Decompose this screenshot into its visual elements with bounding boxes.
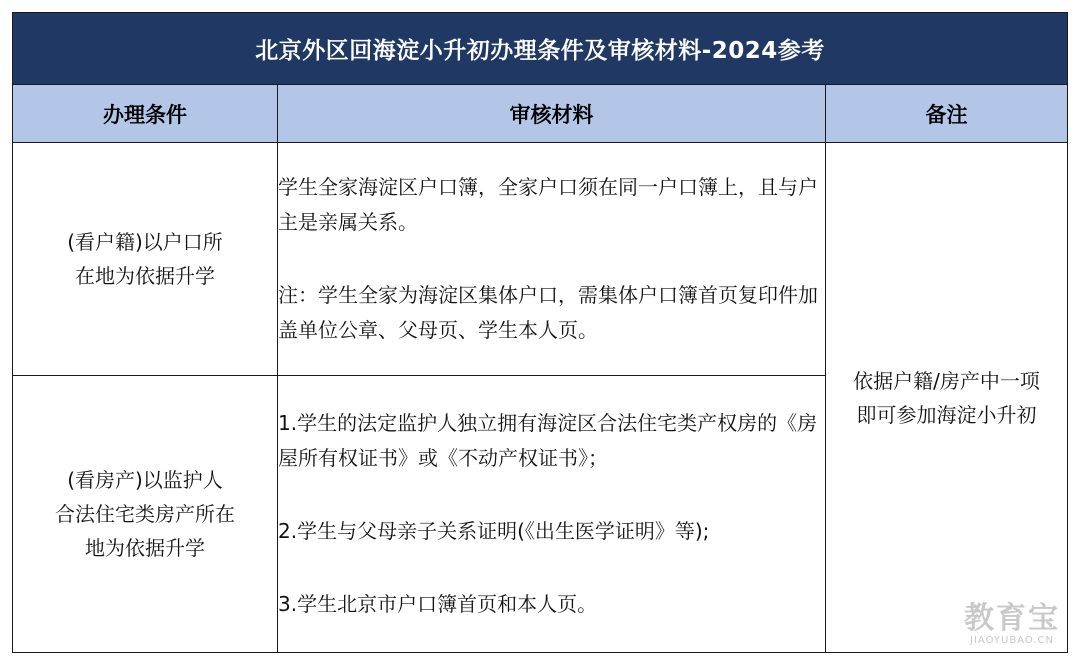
watermark-sub-text: JIAOYUBAO.CN — [970, 635, 1054, 646]
materials-text: 注：学生全家为海淀区集体户口，需集体户口簿首页复印件加盖单位公章、父母页、学生本人页。 — [278, 283, 818, 342]
header-row — [13, 85, 1068, 143]
header-note: 备注 — [826, 85, 1068, 143]
policy-table — [12, 12, 1068, 653]
condition-text: (看房产)以监护人 — [67, 468, 223, 492]
header-condition: 办理条件 — [13, 85, 278, 143]
materials-text: 1.学生的法定监护人独立拥有海淀区合法住宅类产权房的《房屋所有权证书》或《不动产权证书》； — [278, 411, 818, 470]
note-text: 依据户籍/房产中一项 — [853, 368, 1040, 393]
materials-cell-property — [278, 376, 826, 653]
policy-table-container — [12, 12, 1067, 652]
materials-text: 3.学生北京市户口簿首页和本人页。 — [278, 592, 598, 616]
watermark-main-text: 教育宝 — [964, 601, 1060, 636]
materials-cell-household — [278, 143, 826, 376]
title-row — [13, 13, 1068, 85]
condition-cell-household — [13, 143, 278, 376]
condition-text: 地为依据升学 — [85, 536, 205, 560]
table-title: 北京外区回海淀小升初办理条件及审核材料-2024参考 — [13, 13, 1068, 85]
condition-text: 合法住宅类房产所在 — [55, 502, 235, 526]
materials-text: 学生全家海淀区户口簿，全家户口须在同一户口簿上，且与户主是亲属关系。 — [278, 175, 818, 234]
condition-text: 在地为依据升学 — [75, 264, 215, 288]
table-row — [13, 143, 1068, 376]
materials-text: 2.学生与父母亲子关系证明(《出生医学证明》等); — [278, 519, 710, 543]
note-text: 即可参加海淀小升初 — [856, 402, 1037, 427]
condition-text: (看户籍)以户口所 — [67, 230, 223, 254]
condition-cell-property — [13, 376, 278, 653]
header-materials: 审核材料 — [278, 85, 826, 143]
note-cell — [826, 143, 1068, 653]
